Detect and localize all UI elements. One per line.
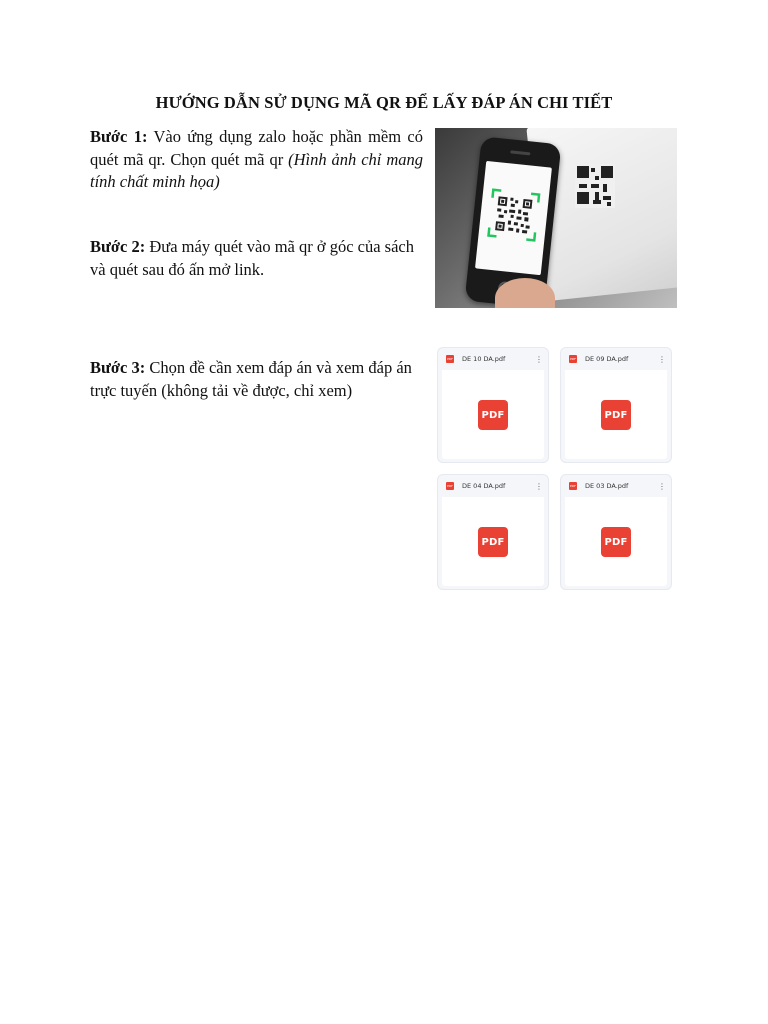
more-options-icon[interactable]: ⋮ [658,481,666,491]
file-name: DE 04 DA.pdf [462,482,506,490]
file-card-header [561,348,671,370]
phone-screen [475,161,552,275]
page-title: HƯỚNG DẪN SỬ DỤNG MÃ QR ĐỂ LẤY ĐÁP ÁN CHI TIẾT [155,93,613,112]
more-options-icon[interactable]: ⋮ [658,354,666,364]
file-card-de-04[interactable] [438,475,548,589]
file-preview[interactable] [565,497,667,586]
file-name: DE 03 DA.pdf [585,482,629,490]
pdf-file-icon: PDF [447,484,453,488]
file-preview[interactable] [565,370,667,459]
file-card-de-09[interactable] [561,348,671,462]
step-2 [90,236,423,281]
step-3 [90,357,423,402]
file-name: DE 10 DA.pdf [462,355,506,363]
file-card-header [561,475,671,497]
file-card-header [438,348,548,370]
pdf-file-icon: PDF [570,357,576,361]
file-preview[interactable] [442,370,544,459]
more-options-icon[interactable]: ⋮ [535,481,543,491]
file-name: DE 09 DA.pdf [585,355,629,363]
qr-scan-illustration [435,128,677,308]
step-1-note: (Hình ảnh chỉ mang tính chất minh họa) [90,149,423,191]
step-3-label: Bước 3: [90,358,146,377]
pdf-file-icon: PDF [447,357,453,361]
pdf-icon: PDF [478,527,508,557]
printed-qr-code-icon [575,164,615,208]
step-1-label: Bước 1: [90,127,148,146]
step-2-text: Đưa máy quét vào mã qr ở góc của sách và quét sau đó ấn mở link. [90,237,414,279]
file-card-de-03[interactable] [561,475,671,589]
file-card-de-10[interactable] [438,348,548,462]
pdf-file-icon: PDF [570,484,576,488]
pdf-icon: PDF [601,527,631,557]
more-options-icon[interactable]: ⋮ [535,354,543,364]
file-preview[interactable] [442,497,544,586]
scanning-qr-icon [475,161,552,275]
pdf-icon: PDF [478,400,508,430]
step-3-text: Chọn đề cần xem đáp án và xem đáp án trực tuyến (không tải về được, chỉ xem) [90,358,412,400]
file-card-header [438,475,548,497]
step-2-label: Bước 2: [90,237,146,256]
step-1 [90,126,423,194]
pdf-icon: PDF [601,400,631,430]
step-1-text: Vào ứng dụng zalo hoặc phần mềm có quét mã qr. Chọn quét mã qr [90,127,423,169]
phone-speaker [510,150,530,155]
